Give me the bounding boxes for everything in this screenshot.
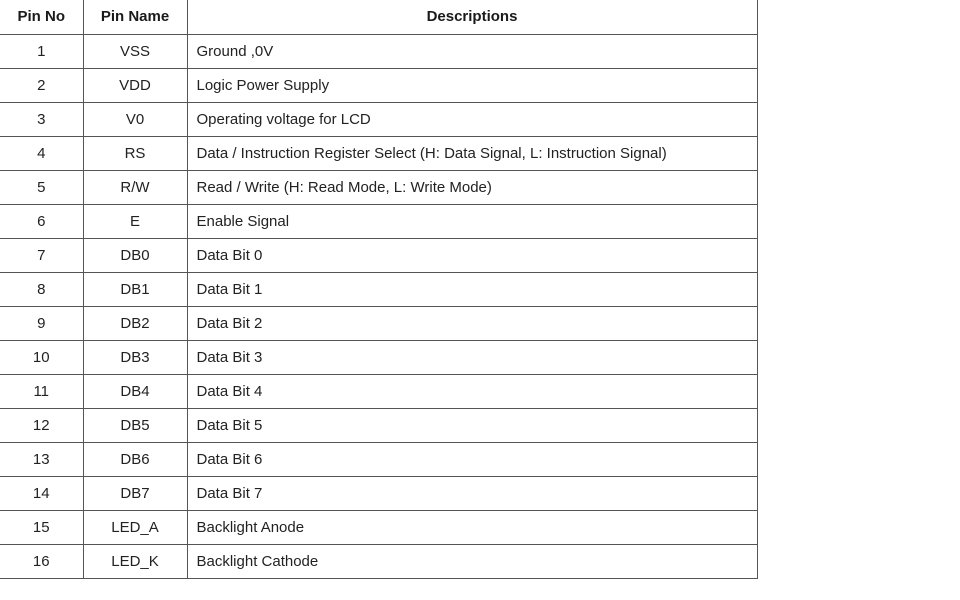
pin-name-cell: DB2 <box>83 306 187 340</box>
table-row <box>0 136 757 170</box>
pin-number-cell: 1 <box>0 34 83 68</box>
pin-description-cell: Data Bit 2 <box>187 306 757 340</box>
pin-description-cell: Data Bit 0 <box>187 238 757 272</box>
pin-name-cell: E <box>83 204 187 238</box>
header-pin-name: Pin Name <box>83 0 187 34</box>
header-row <box>0 0 757 34</box>
table-header <box>0 0 757 34</box>
pin-name-cell: DB5 <box>83 408 187 442</box>
header-pin-no: Pin No <box>0 0 83 34</box>
pin-description-cell: Data Bit 3 <box>187 340 757 374</box>
header-descriptions: Descriptions <box>187 0 757 34</box>
pin-description-cell: Data Bit 5 <box>187 408 757 442</box>
pin-number-cell: 8 <box>0 272 83 306</box>
pin-description-cell: Data Bit 1 <box>187 272 757 306</box>
pin-number-cell: 7 <box>0 238 83 272</box>
table-body <box>0 34 757 578</box>
pin-description-cell: Data / Instruction Register Select (H: Data Signal, L: Instruction Signal) <box>187 136 757 170</box>
pin-number-cell: 14 <box>0 476 83 510</box>
pin-name-cell: LED_K <box>83 544 187 578</box>
table-row <box>0 408 757 442</box>
table-row <box>0 102 757 136</box>
pin-description-cell: Backlight Anode <box>187 510 757 544</box>
pin-name-cell: DB0 <box>83 238 187 272</box>
table-row <box>0 374 757 408</box>
pin-number-cell: 3 <box>0 102 83 136</box>
pin-number-cell: 16 <box>0 544 83 578</box>
pin-number-cell: 6 <box>0 204 83 238</box>
pin-name-cell: VDD <box>83 68 187 102</box>
pin-name-cell: LED_A <box>83 510 187 544</box>
table-row <box>0 442 757 476</box>
pin-name-cell: DB4 <box>83 374 187 408</box>
pin-description-cell: Backlight Cathode <box>187 544 757 578</box>
table-row <box>0 204 757 238</box>
pin-number-cell: 10 <box>0 340 83 374</box>
table-row <box>0 510 757 544</box>
pin-name-cell: V0 <box>83 102 187 136</box>
table-row <box>0 34 757 68</box>
pin-description-cell: Read / Write (H: Read Mode, L: Write Mode) <box>187 170 757 204</box>
pin-number-cell: 13 <box>0 442 83 476</box>
pin-name-cell: VSS <box>83 34 187 68</box>
table-row <box>0 272 757 306</box>
table-row <box>0 476 757 510</box>
pin-description-cell: Ground ,0V <box>187 34 757 68</box>
pin-description-cell: Data Bit 7 <box>187 476 757 510</box>
table-row <box>0 544 757 578</box>
pin-name-cell: DB7 <box>83 476 187 510</box>
table-row <box>0 68 757 102</box>
pin-description-cell: Data Bit 6 <box>187 442 757 476</box>
pin-number-cell: 15 <box>0 510 83 544</box>
table-row <box>0 170 757 204</box>
pin-number-cell: 9 <box>0 306 83 340</box>
pin-number-cell: 12 <box>0 408 83 442</box>
pin-name-cell: DB6 <box>83 442 187 476</box>
pin-number-cell: 4 <box>0 136 83 170</box>
pin-number-cell: 11 <box>0 374 83 408</box>
pin-description-cell: Enable Signal <box>187 204 757 238</box>
pin-number-cell: 2 <box>0 68 83 102</box>
pin-name-cell: DB3 <box>83 340 187 374</box>
pin-description-cell: Operating voltage for LCD <box>187 102 757 136</box>
table-row <box>0 340 757 374</box>
pin-name-cell: RS <box>83 136 187 170</box>
pin-number-cell: 5 <box>0 170 83 204</box>
table-row <box>0 306 757 340</box>
table-row <box>0 238 757 272</box>
pin-name-cell: DB1 <box>83 272 187 306</box>
pin-description-cell: Logic Power Supply <box>187 68 757 102</box>
pin-name-cell: R/W <box>83 170 187 204</box>
pin-description-cell: Data Bit 4 <box>187 374 757 408</box>
